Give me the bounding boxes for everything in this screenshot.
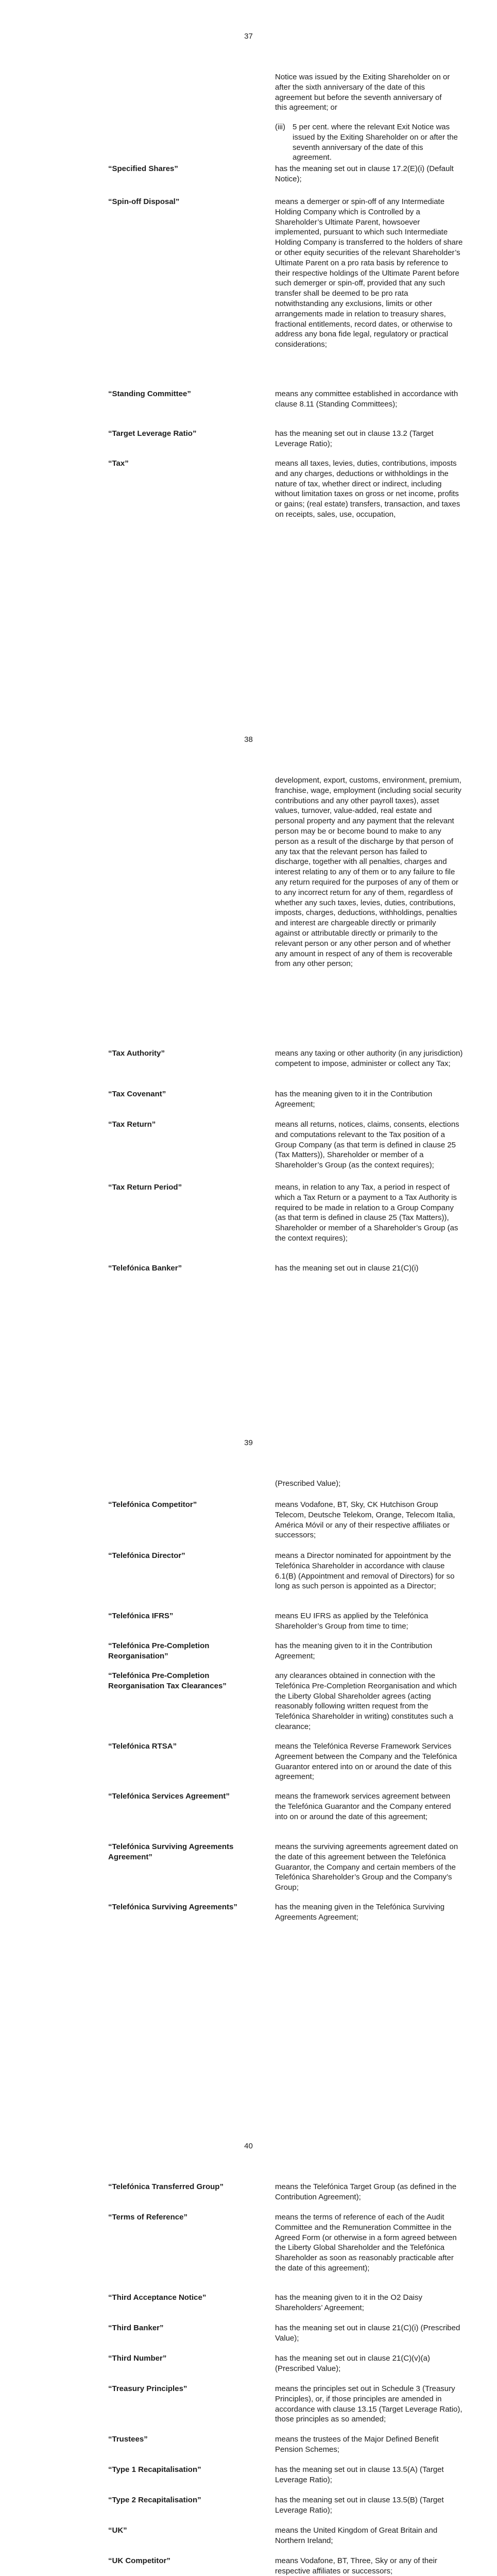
definition-term: “Telefónica Banker” xyxy=(108,1264,182,1273)
definition-term: “Tax” xyxy=(108,459,129,468)
page-number: 39 xyxy=(244,1438,253,1447)
definition-term: “Trustees” xyxy=(108,2435,148,2444)
definition-continuation: (Prescribed Value); xyxy=(275,1479,341,1488)
definition-continuation: development, export, customs, environment, premium, franchise, wage, employment (including social security contributions and any other payroll taxes), asset values, turnover, value-added, real estate and personal property and any payment that the relevant person may be or become bound to make to any person as a result of the discharge by that person of any tax that the relevant person has failed to discharge, together with all penalties, charges and interest relating to any of them or to any failure to file any return required for the purposes of any of them or to any incorrect return for any of them, regardless of whether any such taxes, levies, duties, contributions, imposts, charges, deductions, withholdings, penalties and interest are chargeable directly or primarily against or attributable directly or primarily to the relevant person or any other person and of whether any amount in respect of any of them is recoverable from any other person; xyxy=(275,776,461,969)
definition-text: means the framework services agreement between the Telefónica Guarantor and the Company entered into on or around the date of this agreement; xyxy=(275,1792,451,1821)
definition-term: “Telefónica Pre-Completion Reorganisation Tax Clearances” xyxy=(108,1671,227,1690)
definition-text: has the meaning set out in clause 13.2 (Target Leverage Ratio); xyxy=(275,429,434,448)
definition-text: has the meaning given in the Telefónica Surviving Agreements Agreement; xyxy=(275,1903,445,1922)
definition-text: has the meaning given to it in the Contribution Agreement; xyxy=(275,1641,433,1660)
definition-text: means the United Kingdom of Great Britain and Northern Ireland; xyxy=(275,2526,438,2545)
definition-term: “Standing Committee” xyxy=(108,389,191,398)
definition-term: “Telefónica Services Agreement” xyxy=(108,1792,230,1801)
definition-text: means any committee established in accordance with clause 8.11 (Standing Committees); xyxy=(275,389,458,409)
definition-term: “Tax Covenant” xyxy=(108,1090,166,1098)
definition-term: “Telefónica Pre-Completion Reorganisation” xyxy=(108,1641,210,1660)
definition-term: “Third Number” xyxy=(108,2354,167,2363)
definition-term: “Telefónica Surviving Agreements Agreement” xyxy=(108,1842,234,1861)
page-40 xyxy=(0,2110,497,2576)
definition-text: has the meaning given to it in the Contribution Agreement; xyxy=(275,1090,433,1109)
definition-text: means any taxing or other authority (in any jurisdiction) competent to impose, administer or collect any Tax; xyxy=(275,1049,463,1068)
definition-term: “Telefónica Surviving Agreements” xyxy=(108,1903,237,1911)
definition-term: “Telefónica Director” xyxy=(108,1551,185,1560)
definition-term: “Target Leverage Ratio” xyxy=(108,429,197,438)
definition-term: “Type 2 Recapitalisation” xyxy=(108,2496,201,2504)
definition-term: “Spin-off Disposal” xyxy=(108,197,180,206)
page-number: 37 xyxy=(244,32,253,41)
definition-text: any clearances obtained in connection with the Telefónica Pre-Completion Reorganisation and which the Liberty Global Shareholder agrees (acting reasonably following written request from the Telefónica Shareholder in writing) constitutes such a clearance; xyxy=(275,1671,457,1731)
definition-term: “Tax Return Period” xyxy=(108,1183,182,1192)
definition-text: means EU IFRS as applied by the Telefónica Shareholder’s Group from time to time; xyxy=(275,1612,429,1631)
definition-text: means the Telefónica Reverse Framework Services Agreement between the Company and the Telefónica Guarantor entered into on or around the date of this agreement; xyxy=(275,1742,457,1782)
definition-text: means the Telefónica Target Group (as defined in the Contribution Agreement); xyxy=(275,2182,457,2201)
definition-text: means a Director nominated for appointment by the Telefónica Shareholder in accordance with clause 6.1(B) (Appointment and removal of Directors) for so long as such person is appointed as a Director; xyxy=(275,1551,455,1591)
sub-clause-text: 5 per cent. where the relevant Exit Notice was issued by the Exiting Shareholder on or after the seventh anniversary of the date of this agreement. xyxy=(293,123,458,162)
page-number: 40 xyxy=(244,2142,253,2150)
definition-term: “Treasury Principles” xyxy=(108,2384,187,2393)
sub-clause-number: (iii) xyxy=(275,123,285,131)
definition-text: has the meaning set out in clause 21(C)(v)(a) (Prescribed Value); xyxy=(275,2354,430,2373)
page-39 xyxy=(0,1406,497,2110)
definition-term: “Telefónica Transferred Group” xyxy=(108,2182,224,2191)
definition-term: “UK Competitor” xyxy=(108,2556,170,2565)
definition-term: “Telefónica IFRS” xyxy=(108,1612,174,1620)
definition-term: “Type 1 Recapitalisation” xyxy=(108,2465,201,2474)
definition-text: means all returns, notices, claims, consents, elections and computations relevant to the Tax position of a Group Company (as that term is defined in clause 25 (Tax Matters)), Shareholder or member of a Shareholder’s Group (as the context requires); xyxy=(275,1120,459,1170)
definition-text: means the principles set out in Schedule 3 (Treasury Principles), or, if those principles are amended in accordance with clause 13.15 (Target Leverage Ratio), those principles as so amended; xyxy=(275,2384,462,2424)
definition-text: means the surviving agreements agreement dated on the date of this agreement between the Telefónica Guarantor, the Company and certain members of the Telefónica Shareholder’s Group and the Company’s Group; xyxy=(275,1842,458,1892)
definition-term: “Terms of Reference” xyxy=(108,2213,187,2222)
definition-term: “Specified Shares” xyxy=(108,164,178,173)
definition-text: has the meaning set out in clause 13.5(A) (Target Leverage Ratio); xyxy=(275,2465,444,2484)
definition-term: “Tax Authority” xyxy=(108,1049,165,1058)
definition-term: “Third Banker” xyxy=(108,2324,164,2332)
definition-text: means the trustees of the Major Defined Benefit Pension Schemes; xyxy=(275,2435,439,2454)
definition-term: “Third Acceptance Notice” xyxy=(108,2293,207,2302)
definition-text: means Vodafone, BT, Three, Sky or any of their respective affiliates or successors; xyxy=(275,2556,437,2575)
definition-text: means a demerger or spin-off of any Intermediate Holding Company which is Controlled by a Shareholder’s Ultimate Parent, howsoever implemented, pursuant to which such Intermediate Holding Company is transferred to the holders of share or other equity securities of the relevant Shareholder’s Ultimate Parent on a pro rata basis by reference to their respective holdings of the Ultimate Parent before such demerger or spin-off, provided that any such transfer shall be deemed to be pro rata notwithstanding any exclusions, limits or other arrangements made in relation to treasury shares, fractional entitlements, record dates, or otherwise to address any bona fide legal, regulatory or practical considerations; xyxy=(275,197,463,349)
definition-text: has the meaning given to it in the O2 Daisy Shareholders’ Agreement; xyxy=(275,2293,422,2312)
definition-text: means, in relation to any Tax, a period in respect of which a Tax Return or a payment to a Tax Authority is required to be made in relation to a Group Company (as that term is defined in clause 25 (Tax Matters)), Shareholder or member of a Shareholder’s Group (as the context requires); xyxy=(275,1183,458,1243)
definition-term: “Tax Return” xyxy=(108,1120,156,1129)
definition-text: has the meaning set out in clause 21(C)(i) (Prescribed Value); xyxy=(275,2324,460,2343)
definition-text: means the terms of reference of each of the Audit Committee and the Remuneration Committee in the Agreed Form (or otherwise in a form agreed between the Liberty Global Shareholder and the Telefónica Shareholder as soon as reasonably practicable after the date of this agreement); xyxy=(275,2213,457,2273)
page-number: 38 xyxy=(244,735,253,744)
definition-text: means Vodafone, BT, Sky, CK Hutchison Group Telecom, Deutsche Telekom, Orange, Telecom Italia, América Móvil or any of their respective affiliates or successors; xyxy=(275,1500,455,1540)
definition-text: has the meaning set out in clause 13.5(B) (Target Leverage Ratio); xyxy=(275,2496,444,2515)
definition-text: has the meaning set out in clause 21(C)(i) xyxy=(275,1264,419,1273)
definition-text: has the meaning set out in clause 17.2(E)(i) (Default Notice); xyxy=(275,164,454,183)
definition-term: “UK” xyxy=(108,2526,127,2535)
definition-text: means all taxes, levies, duties, contributions, imposts and any charges, deductions or withholdings in the nature of tax, whether direct or indirect, including without limitation taxes on gross or net income, profits or gains; (real estate) transfers, transaction, and taxes on receipts, sales, use, occupation, xyxy=(275,459,460,519)
sub-clause-text: Notice was issued by the Exiting Shareholder on or after the sixth anniversary of the date of this agreement but before the seventh anniversary of this agreement; or xyxy=(275,73,450,112)
definition-term: “Telefónica RTSA” xyxy=(108,1742,177,1751)
page-37 xyxy=(0,0,497,703)
page-38 xyxy=(0,703,497,1406)
definition-term: “Telefónica Competitor” xyxy=(108,1500,197,1509)
